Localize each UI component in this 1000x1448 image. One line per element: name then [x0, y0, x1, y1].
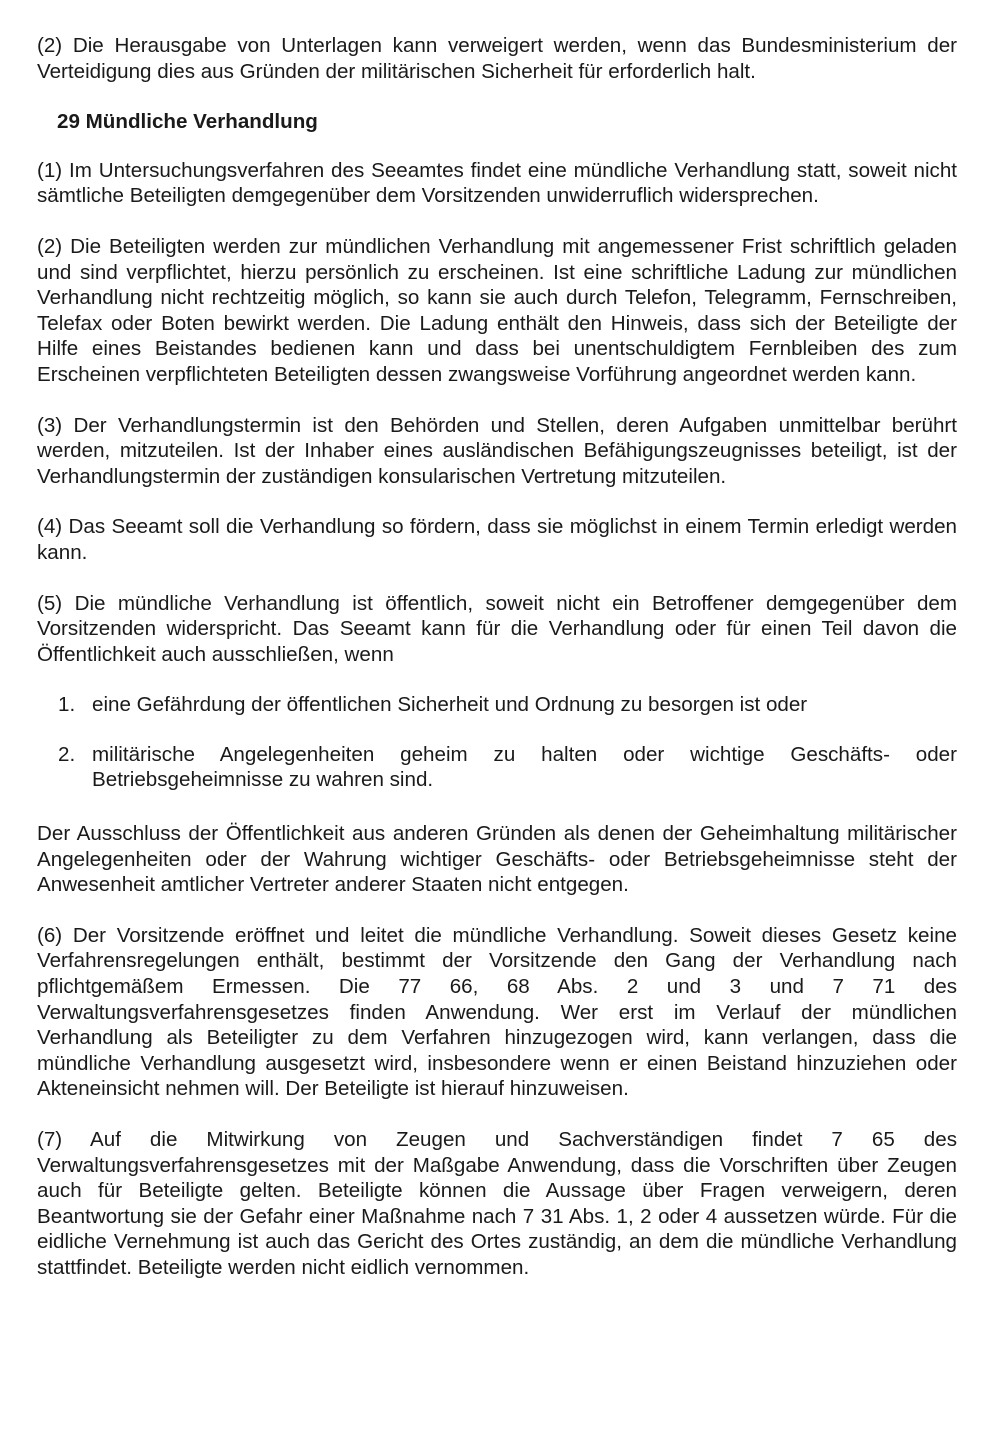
paragraph-2-intro: (2) Die Herausgabe von Unterlagen kann verweigert werden, wenn das Bundesministerium der Verteidigung dies aus Gründen der militärischen Sicherheit für erforderlich halt.	[37, 34, 957, 83]
paragraph-5-continuation: Der Ausschluss der Öffentlichkeit aus anderen Gründen als denen der Geheimhaltung militärischer Angelegenheiten oder der Wahrung wichtiger Geschäfts- oder Betriebsgeheimnisse steht der Anwesenheit amtlicher Vertreter anderer Staaten nicht entgegen.	[37, 822, 957, 897]
list-item	[37, 692, 957, 718]
paragraph-7: (7) Auf die Mitwirkung von Zeugen und Sachverständigen findet 7 65 des Verwaltungsverfahrensgesetzes mit der Maßgabe Anwendung, dass die Vorschriften über Zeugen auch für Beteiligte gelten. Beteiligte können die Aussage über Fragen verweigern, deren Beantwortung sie der Gefahr einer Maßnahme nach 7 31 Abs. 1, 2 oder 4 aussetzen würde. Für die eidliche Vernehmung ist auch das Gericht des Ortes zuständig, an dem die mündliche Verhandlung stattfindet. Beteiligte werden nicht eidlich vernommen.	[37, 1128, 957, 1279]
paragraph-2: (2) Die Beteiligten werden zur mündlichen Verhandlung mit angemessener Frist schriftlich geladen und sind verpflichtet, hierzu persönlich zu erscheinen. Ist eine schriftliche Ladung zur mündlichen Verhandlung nicht rechtzeitig möglich, so kann sie auch durch Telefon, Telegramm, Fernschreiben, Telefax oder Boten bewirkt werden. Die Ladung enthält den Hinweis, dass sich der Beteiligte der Hilfe eines Beistandes bedienen kann und dass bei unentschuldigtem Fernbleiben des zum Erscheinen verpflichteten Beteiligten dessen zwangsweise Vorführung angeordnet werden kann.	[37, 234, 957, 386]
exclusion-list	[37, 692, 957, 793]
section-heading: 29 Mündliche Verhandlung	[57, 110, 318, 134]
paragraph-1: (1) Im Untersuchungsverfahren des Seeamtes findet eine mündliche Verhandlung statt, soweit nicht sämtliche Beteiligten demgegenüber dem Vorsitzenden unwiderruflich widersprechen.	[37, 158, 957, 208]
paragraph-5: (5) Die mündliche Verhandlung ist öffentlich, soweit nicht ein Betroffener demgegenüber dem Vorsitzenden widerspricht. Das Seeamt kann für die Verhandlung oder für einen Teil davon die Öffentlichkeit auch ausschließen, wenn	[37, 591, 957, 666]
list-item-number: 1.	[58, 693, 76, 717]
paragraph-4: (4) Das Seeamt soll die Verhandlung so fördern, dass sie möglichst in einem Termin erledigt werden kann.	[37, 515, 957, 564]
list-item-text: militärische Angelegenheiten geheim zu halten oder wichtige Geschäfts- oder Betriebsgeheimnisse zu wahren sind.	[92, 742, 957, 792]
list-item-text: eine Gefährdung der öffentlichen Sicherheit und Ordnung zu besorgen ist oder	[92, 693, 808, 717]
list-item-number: 2.	[58, 742, 76, 766]
document-page	[37, 33, 957, 1306]
paragraph-3: (3) Der Verhandlungstermin ist den Behörden und Stellen, deren Aufgaben unmittelbar berührt werden, mitzuteilen. Ist der Inhaber eines ausländischen Befähigungszeugnisses beteiligt, ist der Verhandlungstermin der zuständigen konsularischen Vertretung mitzuteilen.	[37, 413, 957, 488]
list-item	[37, 742, 957, 793]
paragraph-6: (6) Der Vorsitzende eröffnet und leitet die mündliche Verhandlung. Soweit dieses Gesetz keine Verfahrensregelungen enthält, bestimmt der Vorsitzende den Gang der Verhandlung nach pflichtgemäßem Ermessen. Die 77 66, 68 Abs. 2 und 3 und 7 71 des Verwaltungsverfahrensgesetzes finden Anwendung. Wer erst im Verlauf der mündlichen Verhandlung als Beteiligter zu dem Verfahren hinzugezogen wird, kann verlangen, dass die mündliche Verhandlung ausgesetzt wird, insbesondere wenn er einen Beistand hinzuziehen oder Akteneinsicht nehmen will. Der Beteiligte ist hierauf hinzuweisen.	[37, 923, 957, 1101]
